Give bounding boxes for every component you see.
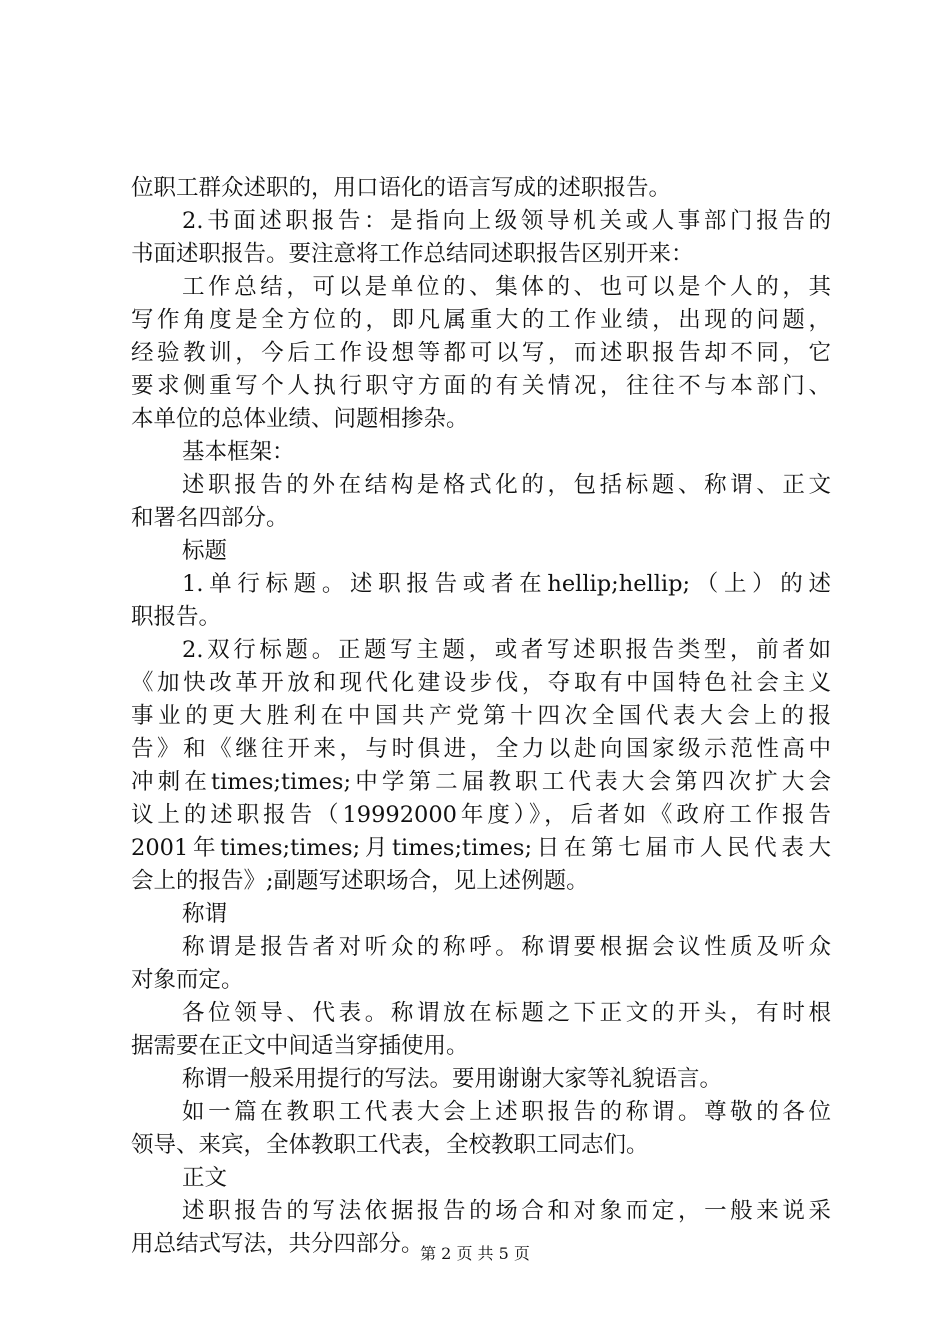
page-footer: 第 2 页 共 5 页	[420, 1244, 530, 1263]
text-line: 工作总结，可以是单位的、集体的、也可以是个人的，其	[182, 274, 831, 300]
text-line: 基本框架：	[182, 439, 295, 465]
text-line: 标题	[182, 538, 228, 564]
text-line: 书面述职报告。要注意将工作总结同述职报告区别开来：	[131, 241, 694, 267]
text-line: 2.书面述职报告：是指向上级领导机关或人事部门报告的	[182, 208, 831, 234]
text-line: 告》和《继往开来，与时俱进，全力以赴向国家级示范性高中	[131, 736, 831, 762]
text-line: 冲刺在times;times;中学第二届教职工代表大会第四次扩大会	[131, 769, 831, 795]
document-body	[131, 172, 831, 1261]
text-line: 述职报告的外在结构是格式化的，包括标题、称谓、正文	[182, 472, 831, 498]
text-line: 如一篇在教职工代表大会上述职报告的称谓。尊敬的各位	[182, 1099, 831, 1125]
text-line: 各位领导、代表。称谓放在标题之下正文的开头，有时根	[182, 1000, 831, 1026]
text-line: 称谓	[182, 901, 228, 927]
text-line: 正文	[182, 1165, 228, 1191]
text-line: 《加快改革开放和现代化建设步伐，夺取有中国特色社会主义	[131, 670, 831, 696]
text-line: 称谓是报告者对听众的称呼。称谓要根据会议性质及听众	[182, 934, 831, 960]
text-line: 写作角度是全方位的，即凡属重大的工作业绩，出现的问题，	[131, 307, 831, 333]
text-line: 1.单行标题。述职报告或者在hellip;hellip;（上）的述	[182, 571, 831, 597]
text-line: 用总结式写法，共分四部分。	[131, 1231, 424, 1257]
text-line: 述职报告的写法依据报告的场合和对象而定，一般来说采	[182, 1198, 831, 1224]
text-line: 位职工群众述职的，用口语化的语言写成的述职报告。	[131, 175, 672, 201]
text-line: 事业的更大胜利在中国共产党第十四次全国代表大会上的报	[131, 703, 831, 729]
text-line: 经验教训，今后工作设想等都可以写，而述职报告却不同，它	[131, 340, 831, 366]
text-line: 对象而定。	[131, 967, 244, 993]
text-line: 2.双行标题。正题写主题，或者写述职报告类型，前者如	[182, 637, 831, 663]
text-line: 职报告。	[131, 604, 222, 630]
text-line: 议上的述职报告（19992000年度）》，后者如《政府工作报告	[131, 802, 831, 828]
text-line: 本单位的总体业绩、问题相掺杂。	[131, 406, 469, 432]
text-line: 领导、来宾，全体教职工代表，全校教职工同志们。	[131, 1132, 649, 1158]
text-line: 据需要在正文中间适当穿插使用。	[131, 1033, 469, 1059]
text-line: 和署名四部分。	[131, 505, 289, 531]
text-line: 2001年times;times;月times;times;日在第七届市人民代表大	[131, 835, 831, 861]
text-line: 会上的报告》;副题写述职场合，见上述例题。	[131, 868, 589, 894]
text-line: 称谓一般采用提行的写法。要用谢谢大家等礼貌语言。	[182, 1066, 723, 1092]
text-line: 要求侧重写个人执行职守方面的有关情况，往往不与本部门、	[131, 373, 831, 399]
